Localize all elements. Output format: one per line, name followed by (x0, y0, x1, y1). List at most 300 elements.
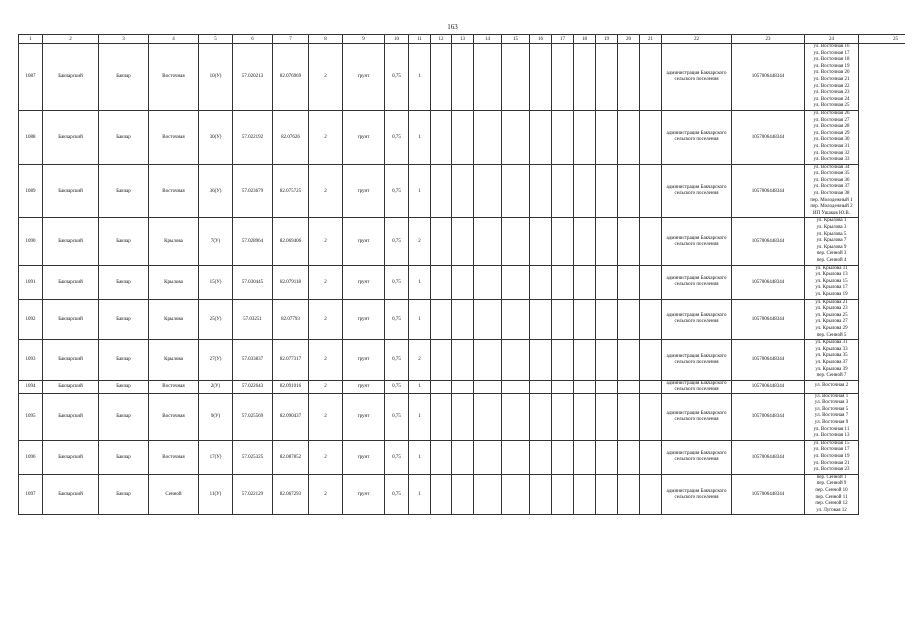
column-header: 14 (474, 35, 502, 44)
cell-num: 1091 (19, 265, 43, 299)
cell-house: 27(У) (199, 340, 233, 381)
table-body (19, 44, 905, 515)
empty-cell (640, 393, 662, 440)
empty-cell (502, 380, 530, 393)
cell-c12: 1 (409, 380, 431, 393)
served-address: ул. Восточная 37 (813, 184, 850, 190)
cell-street: Восточная (149, 44, 199, 111)
served-address: пер. Сенной 9 (816, 481, 847, 487)
cell-lat: 57.03251 (233, 299, 273, 340)
cell-house: 2(У) (199, 380, 233, 393)
empty-cell (474, 474, 502, 515)
served-address: ул. Крылова 29 (815, 325, 848, 331)
empty-cell (431, 440, 452, 474)
cell-owner: администрация Бакчарского сельского поселения (662, 110, 732, 164)
empty-cell (618, 218, 640, 265)
cell-served-addresses (805, 380, 859, 393)
served-address: ул. Крылова 37 (815, 359, 848, 365)
cell-area: 0,75 (385, 440, 409, 474)
cell-owner: администрация Бакчарского сельского поселения (662, 164, 732, 218)
served-address: ул. Восточная 7 (814, 413, 849, 419)
empty-cell (640, 218, 662, 265)
table-row (19, 299, 905, 340)
served-address: ул. Восточная 22 (813, 83, 850, 89)
served-address: ул. Восточная 13 (813, 433, 850, 439)
empty-cell (502, 340, 530, 381)
empty-cell (640, 340, 662, 381)
cell-street: Крылова (149, 299, 199, 340)
empty-cell (502, 393, 530, 440)
column-header: 10 (385, 35, 409, 44)
empty-cell (474, 110, 502, 164)
cell-surface: грунт (343, 299, 385, 340)
empty-cell (640, 44, 662, 111)
cell-street: Восточная (149, 164, 199, 218)
served-address: ул. Крылова 27 (815, 319, 848, 325)
empty-cell (640, 110, 662, 164)
cell-owner: администрация Бакчарского сельского поселения (662, 218, 732, 265)
empty-cell (596, 440, 618, 474)
column-header: 24 (805, 35, 859, 44)
empty-cell (452, 218, 474, 265)
cell-ogrn: 1057006448344 (732, 474, 805, 515)
served-address: пер. Сенной 11 (815, 494, 848, 500)
empty-cell (574, 340, 596, 381)
cell-c12: 1 (409, 265, 431, 299)
empty-cell (502, 299, 530, 340)
cell-area: 0,75 (385, 44, 409, 111)
cell-area: 0,75 (385, 110, 409, 164)
empty-cell (452, 110, 474, 164)
page-number: 163 (447, 23, 458, 31)
cell-district: Бакчарский (43, 44, 99, 111)
column-header: 4 (149, 35, 199, 44)
empty-cell (596, 164, 618, 218)
served-address: ул. Восточная 19 (813, 63, 850, 69)
cell-house: 17(У) (199, 440, 233, 474)
served-address: пер. Сенной 4 (816, 258, 847, 263)
column-header: 6 (233, 35, 273, 44)
served-address: ул. Восточная 17 (813, 447, 850, 453)
cell-num: 1096 (19, 440, 43, 474)
served-address: ул. Крылова 31 (815, 340, 848, 346)
cell-lon: 82.090437 (273, 393, 309, 440)
empty-cell (640, 164, 662, 218)
empty-cell (596, 474, 618, 515)
served-address: ул. Крылова 35 (815, 353, 848, 359)
cell-count: 2 (309, 110, 343, 164)
empty-cell (530, 380, 552, 393)
cell-ogrn: 1057006448344 (732, 218, 805, 265)
cell-lon: 82.067293 (273, 474, 309, 515)
empty-cell (574, 380, 596, 393)
column-header: 18 (574, 35, 596, 44)
empty-cell (618, 164, 640, 218)
empty-cell (474, 299, 502, 340)
empty-cell (530, 164, 552, 218)
served-address: ул. Крылова 1 (816, 218, 847, 224)
cell-house: 9(У) (199, 393, 233, 440)
cell-settlement: Бакчар (99, 110, 149, 164)
column-header: 3 (99, 35, 149, 44)
cell-num: 1094 (19, 380, 43, 393)
cell-served-addresses (805, 393, 859, 440)
cell-house: 25(У) (199, 299, 233, 340)
empty-cell (574, 265, 596, 299)
served-address: ул. Восточная 9 (814, 420, 849, 426)
cell-c12: 1 (409, 299, 431, 340)
cell-street: Восточная (149, 393, 199, 440)
column-header: 11 (409, 35, 431, 44)
cell-district: Бакчарский (43, 440, 99, 474)
empty-cell (452, 440, 474, 474)
cell-served-addresses (805, 164, 859, 218)
cell-settlement: Бакчар (99, 380, 149, 393)
empty-cell (474, 393, 502, 440)
empty-cell (530, 393, 552, 440)
served-address: ИП Ушаков Ю.В. (813, 210, 850, 216)
column-header: 9 (343, 35, 385, 44)
cell-settlement: Бакчар (99, 393, 149, 440)
served-address: ул. Восточная 16 (813, 44, 850, 49)
empty-cell (618, 340, 640, 381)
cell-count: 2 (309, 380, 343, 393)
served-address: пер. Сенной 3 (816, 251, 847, 257)
cell-count: 2 (309, 474, 343, 515)
served-address: ул. Восточная 23 (813, 467, 850, 473)
column-header: 19 (596, 35, 618, 44)
empty-cell (502, 265, 530, 299)
empty-cell (502, 110, 530, 164)
cell-area: 0,75 (385, 164, 409, 218)
cell-lat: 57.022192 (233, 110, 273, 164)
served-address: ул. Восточная 29 (813, 130, 850, 136)
cell-lat: 57.022129 (233, 474, 273, 515)
cell-served-addresses (805, 44, 859, 111)
cell-lon: 82.075725 (273, 164, 309, 218)
empty-cell (474, 440, 502, 474)
served-address: ул. Крылова 5 (816, 231, 847, 237)
empty-cell (530, 299, 552, 340)
column-header: 23 (732, 35, 805, 44)
cell-surface: грунт (343, 110, 385, 164)
column-header: 20 (618, 35, 640, 44)
table-row (19, 265, 905, 299)
cell-c12: 1 (409, 110, 431, 164)
cell-ogrn: 1057006448344 (732, 265, 805, 299)
cell-lat: 57.028964 (233, 218, 273, 265)
empty-cell (596, 393, 618, 440)
cell-district: Бакчарский (43, 380, 99, 393)
empty-cell (640, 440, 662, 474)
cell-ogrn: 1057006448344 (732, 110, 805, 164)
registry-table (18, 34, 905, 515)
served-address: ул. Восточная 30 (813, 137, 850, 143)
cell-street: Сенной (149, 474, 199, 515)
cell-house: 10(У) (199, 44, 233, 111)
empty-cell (596, 340, 618, 381)
served-address: ул. Крылова 11 (815, 265, 848, 271)
empty-cell (530, 474, 552, 515)
cell-settlement: Бакчар (99, 440, 149, 474)
cell-house: 15(У) (199, 265, 233, 299)
column-header: 16 (530, 35, 552, 44)
empty-cell (474, 340, 502, 381)
empty-cell (530, 44, 552, 111)
served-address: ул. Восточная 20 (813, 70, 850, 76)
cell-area: 0,75 (385, 299, 409, 340)
cell-num: 1088 (19, 110, 43, 164)
empty-cell (574, 299, 596, 340)
cell-count: 2 (309, 299, 343, 340)
cell-served-addresses (805, 299, 859, 340)
served-address: ул. Крылова 13 (815, 272, 848, 278)
cell-lon: 82.077317 (273, 340, 309, 381)
cell-c12: 1 (409, 440, 431, 474)
table-row (19, 380, 905, 393)
served-address: ул. Крылова 21 (815, 299, 848, 305)
cell-area: 0,75 (385, 218, 409, 265)
cell-settlement: Бакчар (99, 218, 149, 265)
cell-lon: 82.076969 (273, 44, 309, 111)
cell-owner: администрация Бакчарского сельского поселения (662, 44, 732, 111)
cell-lon: 82.079118 (273, 265, 309, 299)
cell-surface: грунт (343, 44, 385, 111)
empty-cell (574, 44, 596, 111)
cell-ogrn: 1057006448344 (732, 340, 805, 381)
column-header: 21 (640, 35, 662, 44)
cell-count: 2 (309, 393, 343, 440)
cell-street: Восточная (149, 440, 199, 474)
empty-cell (452, 265, 474, 299)
empty-cell (640, 299, 662, 340)
cell-settlement: Бакчар (99, 474, 149, 515)
empty-cell (502, 218, 530, 265)
cell-ogrn: 1057006448344 (732, 380, 805, 393)
served-address: пер. Сенной 12 (815, 501, 848, 507)
cell-house: 30(У) (199, 110, 233, 164)
cell-house: 11(У) (199, 474, 233, 515)
cell-count: 2 (309, 440, 343, 474)
cell-house: 36(У) (199, 164, 233, 218)
column-header: 1 (19, 35, 43, 44)
cell-settlement: Бакчар (99, 164, 149, 218)
cell-lat: 57.023679 (233, 164, 273, 218)
empty-cell (552, 380, 574, 393)
empty-cell (474, 164, 502, 218)
empty-cell (596, 265, 618, 299)
cell-street: Крылова (149, 218, 199, 265)
column-header: 13 (452, 35, 474, 44)
cell-lat: 57.025325 (233, 440, 273, 474)
cell-lat: 57.030445 (233, 265, 273, 299)
served-address: ул. Восточная 28 (813, 124, 850, 130)
served-address: ул. Восточная 35 (813, 171, 850, 177)
cell-area: 0,75 (385, 474, 409, 515)
empty-cell (574, 474, 596, 515)
served-address: ул. Восточная 24 (813, 96, 850, 102)
empty-cell (452, 44, 474, 111)
cell-street: Крылова (149, 340, 199, 381)
served-address: ул. Крылова 3 (816, 225, 847, 231)
empty-cell (552, 340, 574, 381)
served-address: ул. Восточная 31 (813, 143, 850, 149)
cell-lat: 57.020213 (233, 44, 273, 111)
column-header: 2 (43, 35, 99, 44)
table-row (19, 474, 905, 515)
empty-cell (596, 218, 618, 265)
table-row (19, 218, 905, 265)
served-address: ул. Восточная 5 (814, 406, 849, 412)
served-address: ул. Восточная 23 (813, 90, 850, 96)
empty-cell (431, 265, 452, 299)
column-header: 22 (662, 35, 732, 44)
cell-street: Восточная (149, 110, 199, 164)
cell-served-addresses (805, 110, 859, 164)
cell-served-addresses (805, 218, 859, 265)
cell-lat: 57.025569 (233, 393, 273, 440)
cell-district: Бакчарский (43, 110, 99, 164)
served-address: пер. Молодежный 2 (810, 204, 853, 210)
empty-cell (574, 393, 596, 440)
cell-street: Восточная (149, 380, 199, 393)
table-row (19, 164, 905, 218)
empty-cell (431, 380, 452, 393)
empty-cell (574, 164, 596, 218)
served-address: ул. Восточная 38 (813, 191, 850, 197)
cell-surface: грунт (343, 440, 385, 474)
empty-cell (574, 440, 596, 474)
served-address: ул. Восточная 11 (813, 426, 850, 432)
empty-cell (596, 299, 618, 340)
served-address: ул. Крылова 25 (815, 312, 848, 318)
cell-count: 2 (309, 340, 343, 381)
cell-owner: администрация Бакчарского сельского поселения (662, 440, 732, 474)
cell-ogrn: 1057006448344 (732, 299, 805, 340)
column-header: 7 (273, 35, 309, 44)
served-address: ул. Крылова 9 (816, 244, 847, 250)
empty-cell (431, 164, 452, 218)
empty-cell (474, 380, 502, 393)
served-address: ул. Крылова 19 (815, 291, 848, 297)
served-address: ул. Восточная 17 (813, 50, 850, 56)
empty-cell (452, 380, 474, 393)
empty-cell (552, 474, 574, 515)
cell-lon: 82.07793 (273, 299, 309, 340)
served-address: ул. Луговая 12 (816, 507, 847, 513)
cell-surface: грунт (343, 340, 385, 381)
cell-c12: 1 (409, 164, 431, 218)
cell-settlement: Бакчар (99, 340, 149, 381)
cell-lon: 82.091016 (273, 380, 309, 393)
empty-cell (431, 218, 452, 265)
cell-c12: 1 (409, 393, 431, 440)
column-header: 25 (859, 35, 905, 44)
empty-cell (502, 164, 530, 218)
empty-cell (640, 265, 662, 299)
cell-owner: администрация Бакчарского сельского поселения (662, 265, 732, 299)
empty-cell (431, 299, 452, 340)
empty-cell (452, 474, 474, 515)
empty-cell (618, 380, 640, 393)
empty-cell (502, 44, 530, 111)
empty-cell (552, 265, 574, 299)
cell-num: 1090 (19, 218, 43, 265)
served-address: ул. Восточная 19 (813, 454, 850, 460)
cell-lon: 82.069406 (273, 218, 309, 265)
served-address: пер. Сенной 1 (816, 474, 847, 480)
cell-num: 1087 (19, 44, 43, 111)
served-address: пер. Сенной 10 (815, 488, 848, 493)
column-header: 17 (552, 35, 574, 44)
cell-district: Бакчарский (43, 164, 99, 218)
served-address: ул. Восточная 21 (813, 76, 850, 82)
served-address: пер. Сенной 7 (816, 373, 847, 379)
empty-cell (502, 474, 530, 515)
empty-cell (530, 265, 552, 299)
cell-c12: 1 (409, 44, 431, 111)
empty-cell (618, 440, 640, 474)
served-address: ул. Восточная 25 (813, 103, 850, 109)
served-address: ул. Крылова 17 (815, 285, 848, 291)
cell-settlement: Бакчар (99, 265, 149, 299)
table-row (19, 393, 905, 440)
cell-num: 1089 (19, 164, 43, 218)
cell-surface: грунт (343, 474, 385, 515)
cell-ogrn: 1057006448344 (732, 44, 805, 111)
cell-district: Бакчарский (43, 299, 99, 340)
cell-served-addresses (805, 440, 859, 474)
cell-num: 1097 (19, 474, 43, 515)
empty-cell (574, 110, 596, 164)
empty-cell (552, 393, 574, 440)
empty-cell (474, 44, 502, 111)
cell-ogrn: 1057006448344 (732, 164, 805, 218)
cell-c12: 2 (409, 218, 431, 265)
served-address: ул. Восточная 36 (813, 177, 850, 183)
cell-area: 0,75 (385, 380, 409, 393)
cell-surface: грунт (343, 164, 385, 218)
empty-cell (618, 110, 640, 164)
cell-area: 0,75 (385, 340, 409, 381)
empty-cell (596, 44, 618, 111)
empty-cell (618, 474, 640, 515)
empty-cell (431, 110, 452, 164)
served-address: ул. Восточная 32 (813, 150, 850, 156)
empty-cell (552, 44, 574, 111)
empty-cell (618, 299, 640, 340)
empty-cell (452, 164, 474, 218)
cell-settlement: Бакчар (99, 44, 149, 111)
cell-district: Бакчарский (43, 265, 99, 299)
empty-cell (474, 265, 502, 299)
empty-cell (452, 299, 474, 340)
served-address: ул. Крылова 23 (815, 306, 848, 312)
empty-cell (640, 474, 662, 515)
table-row (19, 440, 905, 474)
empty-cell (452, 340, 474, 381)
empty-cell (431, 474, 452, 515)
served-address: ул. Восточная 1 (814, 393, 849, 399)
cell-surface: грунт (343, 265, 385, 299)
empty-cell (431, 393, 452, 440)
cell-num: 1093 (19, 340, 43, 381)
served-address: пер. Молодежный 1 (810, 197, 853, 203)
served-address: ул. Восточная 15 (813, 440, 850, 446)
cell-house: 7(У) (199, 218, 233, 265)
cell-area: 0,75 (385, 393, 409, 440)
empty-cell (452, 393, 474, 440)
